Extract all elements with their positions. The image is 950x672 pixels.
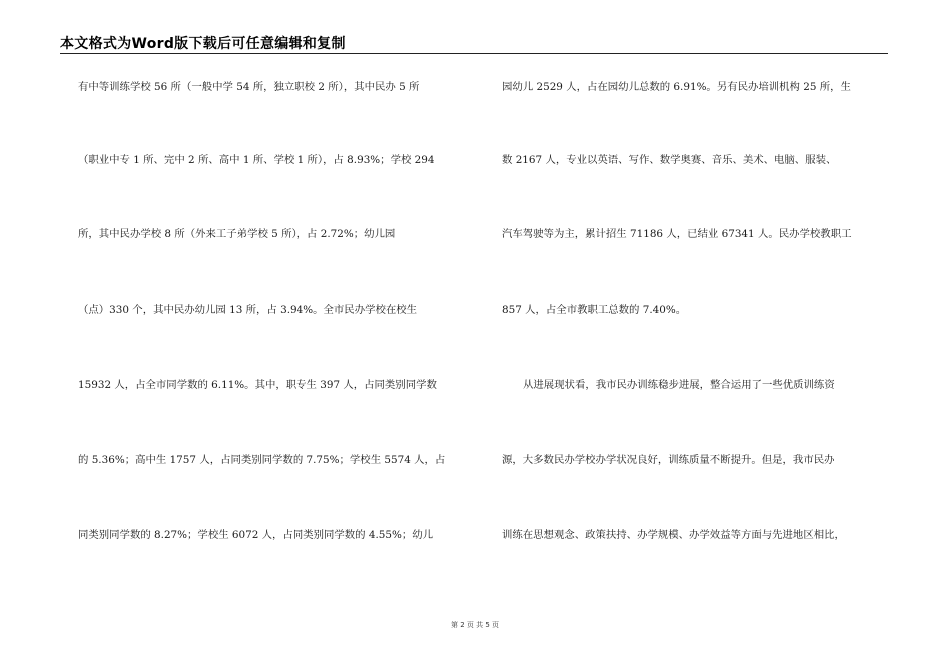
paragraph-first-line: 从进展现状看，我市民办训练稳步进展，整合运用了一些优质训练资 (523, 379, 835, 391)
page-header-title: 本文格式为Word版下载后可任意编辑和复制 (60, 36, 346, 52)
text-line: 所，其中民办学校 8 所（外来工子弟学校 5 所），占 2.72%；幼儿园 (78, 228, 396, 240)
text-line: 的 5.36%；高中生 1757 人，占同类别同学数的 7.75%；学校生 5574 人，占 (78, 454, 446, 466)
text-line: 857 人，占全市教职工总数的 7.40%。 (502, 304, 687, 316)
text-line: 汽车驾驶等为主，累计招生 71186 人，已结业 67341 人。民办学校教职工 (502, 228, 852, 240)
text-line: 数 2167 人，专业以英语、写作、数学奥赛、音乐、美术、电脑、服装、 (502, 154, 837, 166)
page-number-footer: 第 2 页 共 5 页 (450, 621, 500, 629)
text-line: （点）330 个，其中民办幼儿园 13 所，占 3.94%。全市民办学校在校生 (78, 304, 418, 316)
text-line: （职业中专 1 所、完中 2 所、高中 1 所、学校 1 所），占 8.93%；学校 294 (78, 154, 435, 166)
right-text-column (502, 0, 894, 672)
text-line: 同类别同学数的 8.27%；学校生 6072 人，占同类别同学数的 4.55%；幼儿 (78, 529, 434, 541)
text-line: 15932 人，占全市同学数的 6.11%。其中，职专生 397 人，占同类别同学数 (78, 379, 437, 391)
left-text-column (78, 0, 478, 672)
text-line: 源，大多数民办学校办学状况良好，训练质量不断提升。但是，我市民办 (502, 454, 835, 466)
text-line: 有中等训练学校 56 所（一般中学 54 所，独立职校 2 所），其中民办 5 所 (78, 81, 420, 93)
text-line: 训练在思想观念、政策扶持、办学规模、办学效益等方面与先进地区相比， (502, 529, 845, 541)
text-line: 园幼儿 2529 人，占在园幼儿总数的 6.91%。另有民办培训机构 25 所，生 (502, 81, 851, 93)
